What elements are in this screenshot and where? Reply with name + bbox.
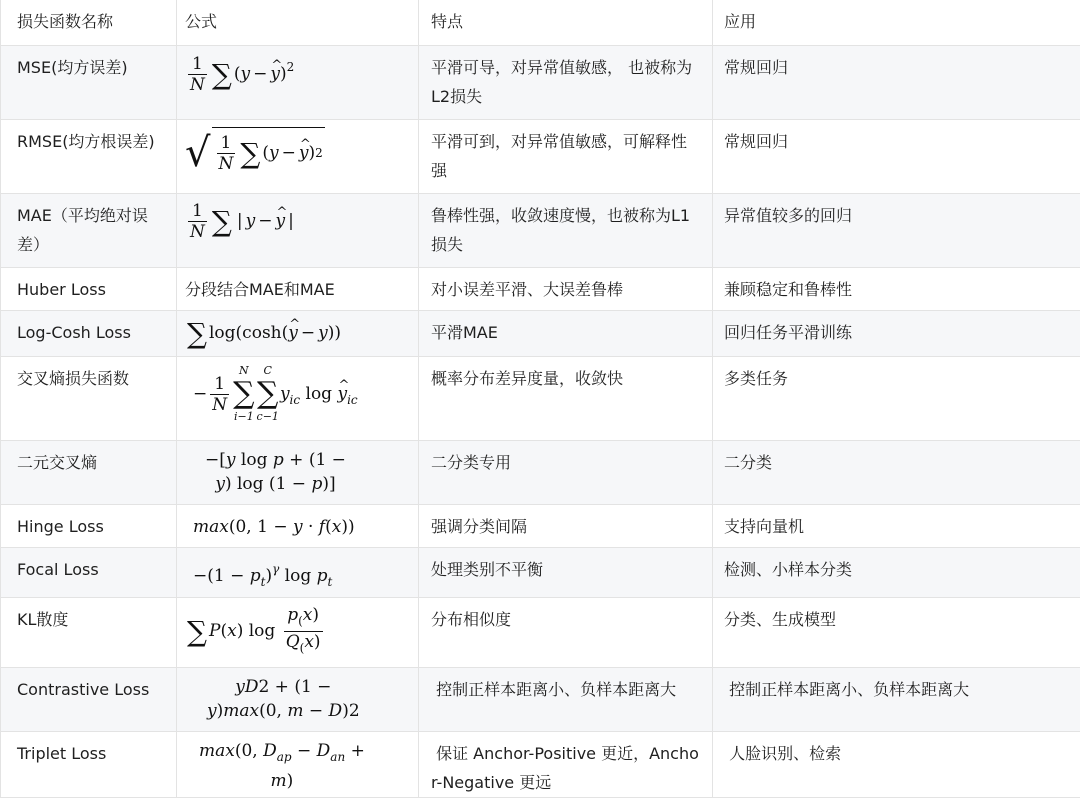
row-name: KL散度 (1, 598, 177, 668)
row-name: Focal Loss (1, 548, 177, 598)
row-formula: 分段结合MAE和MAE (177, 268, 419, 311)
row-feature: 概率分布差异度量，收敛快 (419, 357, 713, 441)
row-application: 多类任务 (713, 357, 1080, 441)
row-name: 二元交叉熵 (1, 441, 177, 505)
formula-focal: $-(1 - p_t)^\gamma$ $\log p_t$ (193, 562, 333, 589)
formula-cross-entropy: − $\frac{1}{N}$ N ∑ i−1 C ∑ c−1 $y_{ic}$ log ^ $y_{ic}$ (193, 384, 358, 404)
formula-binary-cross-entropy: −[y log p + (1 − y) log (1 − p)] (205, 450, 346, 494)
row-formula (177, 732, 419, 798)
row-name: RMSE(均方根误差) (1, 120, 177, 194)
row-formula (177, 357, 419, 441)
row-formula (177, 441, 419, 505)
table-row (1, 598, 1080, 668)
table-row (1, 311, 1080, 357)
header-name: 损失函数名称 (1, 0, 177, 46)
formula-mae: $\frac{1}{N}$ ∑ | y −^ y | (185, 211, 297, 231)
row-application: 异常值较多的回归 (713, 194, 1080, 268)
row-application: 分类、生成模型 (713, 598, 1080, 668)
row-formula (177, 598, 419, 668)
formula-contrastive: yD2 + (1 − y)max(0, m − D)2 (207, 677, 360, 721)
formula-logcosh: ∑ log(cosh(^ y − y)) (185, 323, 341, 343)
row-formula (177, 46, 419, 120)
header-application: 应用 (713, 0, 1080, 46)
row-formula (177, 668, 419, 732)
row-application: 支持向量机 (713, 505, 1080, 548)
row-feature: 二分类专用 (419, 441, 713, 505)
row-application: 控制正样本距离小、负样本距离大 (713, 668, 1080, 732)
table-row (1, 441, 1080, 505)
row-formula (177, 120, 419, 194)
row-formula (177, 548, 419, 598)
formula-kl: ∑ P(x) log $\frac{p_(x)}{Q_(x)}$ (185, 621, 326, 641)
header-feature: 特点 (419, 0, 713, 46)
table-row (1, 548, 1080, 598)
table-row (1, 46, 1080, 120)
row-feature: 分布相似度 (419, 598, 713, 668)
row-application: 检测、小样本分类 (713, 548, 1080, 598)
row-formula (177, 311, 419, 357)
row-name: MSE(均方误差) (1, 46, 177, 120)
row-name: Hinge Loss (1, 505, 177, 548)
row-application: 回归任务平滑训练 (713, 311, 1080, 357)
table-header-row (1, 0, 1080, 46)
header-formula: 公式 (177, 0, 419, 46)
table-row (1, 505, 1080, 548)
row-feature: 处理类别不平衡 (419, 548, 713, 598)
row-application: 常规回归 (713, 46, 1080, 120)
table-row (1, 120, 1080, 194)
row-feature: 强调分类间隔 (419, 505, 713, 548)
row-name: MAE（平均绝对误差） (1, 194, 177, 268)
row-name: Huber Loss (1, 268, 177, 311)
row-name: 交叉熵损失函数 (1, 357, 177, 441)
table-row (1, 357, 1080, 441)
row-feature: 保证 Anchor-Positive 更近，Anchor-Negative 更远 (419, 732, 713, 798)
formula-triplet: max(0, $D_{ap} - D_{an}$ + m) (199, 741, 365, 791)
row-application: 常规回归 (713, 120, 1080, 194)
row-formula (177, 194, 419, 268)
row-feature: 鲁棒性强，收敛速度慢，也被称为L1损失 (419, 194, 713, 268)
table-row (1, 194, 1080, 268)
formula-mse: $\frac{1}{N}$ ∑ (y −^ y)$^2$ (185, 64, 294, 84)
table-row (1, 268, 1080, 311)
formula-rmse: √ $\frac{1}{N}$ ∑ ( y − ^ y ) 2 (185, 151, 325, 171)
row-name: Contrastive Loss (1, 668, 177, 732)
row-application: 二分类 (713, 441, 1080, 505)
table-row (1, 732, 1080, 798)
formula-hinge: max(0, 1 − y · f(x)) (193, 517, 355, 537)
row-formula (177, 505, 419, 548)
row-feature: 平滑可导，对异常值敏感， 也被称为L2损失 (419, 46, 713, 120)
row-application: 兼顾稳定和鲁棒性 (713, 268, 1080, 311)
row-name: Triplet Loss (1, 732, 177, 798)
row-application: 人脸识别、检索 (713, 732, 1080, 798)
row-feature: 平滑MAE (419, 311, 713, 357)
row-feature: 平滑可到，对异常值敏感，可解释性强 (419, 120, 713, 194)
row-feature: 控制正样本距离小、负样本距离大 (419, 668, 713, 732)
row-feature: 对小误差平滑、大误差鲁棒 (419, 268, 713, 311)
row-name: Log-Cosh Loss (1, 311, 177, 357)
table-row (1, 668, 1080, 732)
